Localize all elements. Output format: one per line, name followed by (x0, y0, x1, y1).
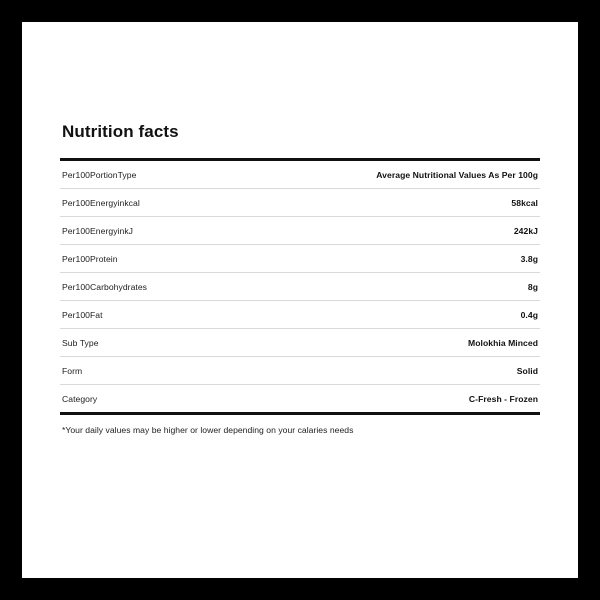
table-row (60, 301, 540, 329)
row-label: Category (60, 385, 300, 414)
page-title: Nutrition facts (62, 122, 179, 141)
row-value: Average Nutritional Values As Per 100g (300, 160, 540, 189)
row-value: 0.4g (300, 301, 540, 329)
table-row (60, 273, 540, 301)
nutrition-facts-panel (42, 96, 558, 453)
row-value: C-Fresh - Frozen (300, 385, 540, 414)
row-value: 3.8g (300, 245, 540, 273)
nutrition-card (22, 22, 578, 578)
nutrition-table (60, 158, 540, 415)
row-label: Per100Fat (60, 301, 300, 329)
row-label: Per100PortionType (60, 160, 300, 189)
table-row (60, 357, 540, 385)
row-label: Per100Protein (60, 245, 300, 273)
row-label: Sub Type (60, 329, 300, 357)
row-label: Per100EnergyinkJ (60, 217, 300, 245)
table-row (60, 329, 540, 357)
row-value: 242kJ (300, 217, 540, 245)
row-label: Per100Energyinkcal (60, 189, 300, 217)
table-row (60, 189, 540, 217)
row-value: Solid (300, 357, 540, 385)
row-label: Per100Carbohydrates (60, 273, 300, 301)
table-row (60, 385, 540, 414)
table-row (60, 245, 540, 273)
row-value: 58kcal (300, 189, 540, 217)
daily-values-footnote: *Your daily values may be higher or lower depending on your calaries needs (62, 425, 354, 435)
table-row (60, 160, 540, 189)
row-value: 8g (300, 273, 540, 301)
row-label: Form (60, 357, 300, 385)
table-row (60, 217, 540, 245)
row-value: Molokhia Minced (300, 329, 540, 357)
